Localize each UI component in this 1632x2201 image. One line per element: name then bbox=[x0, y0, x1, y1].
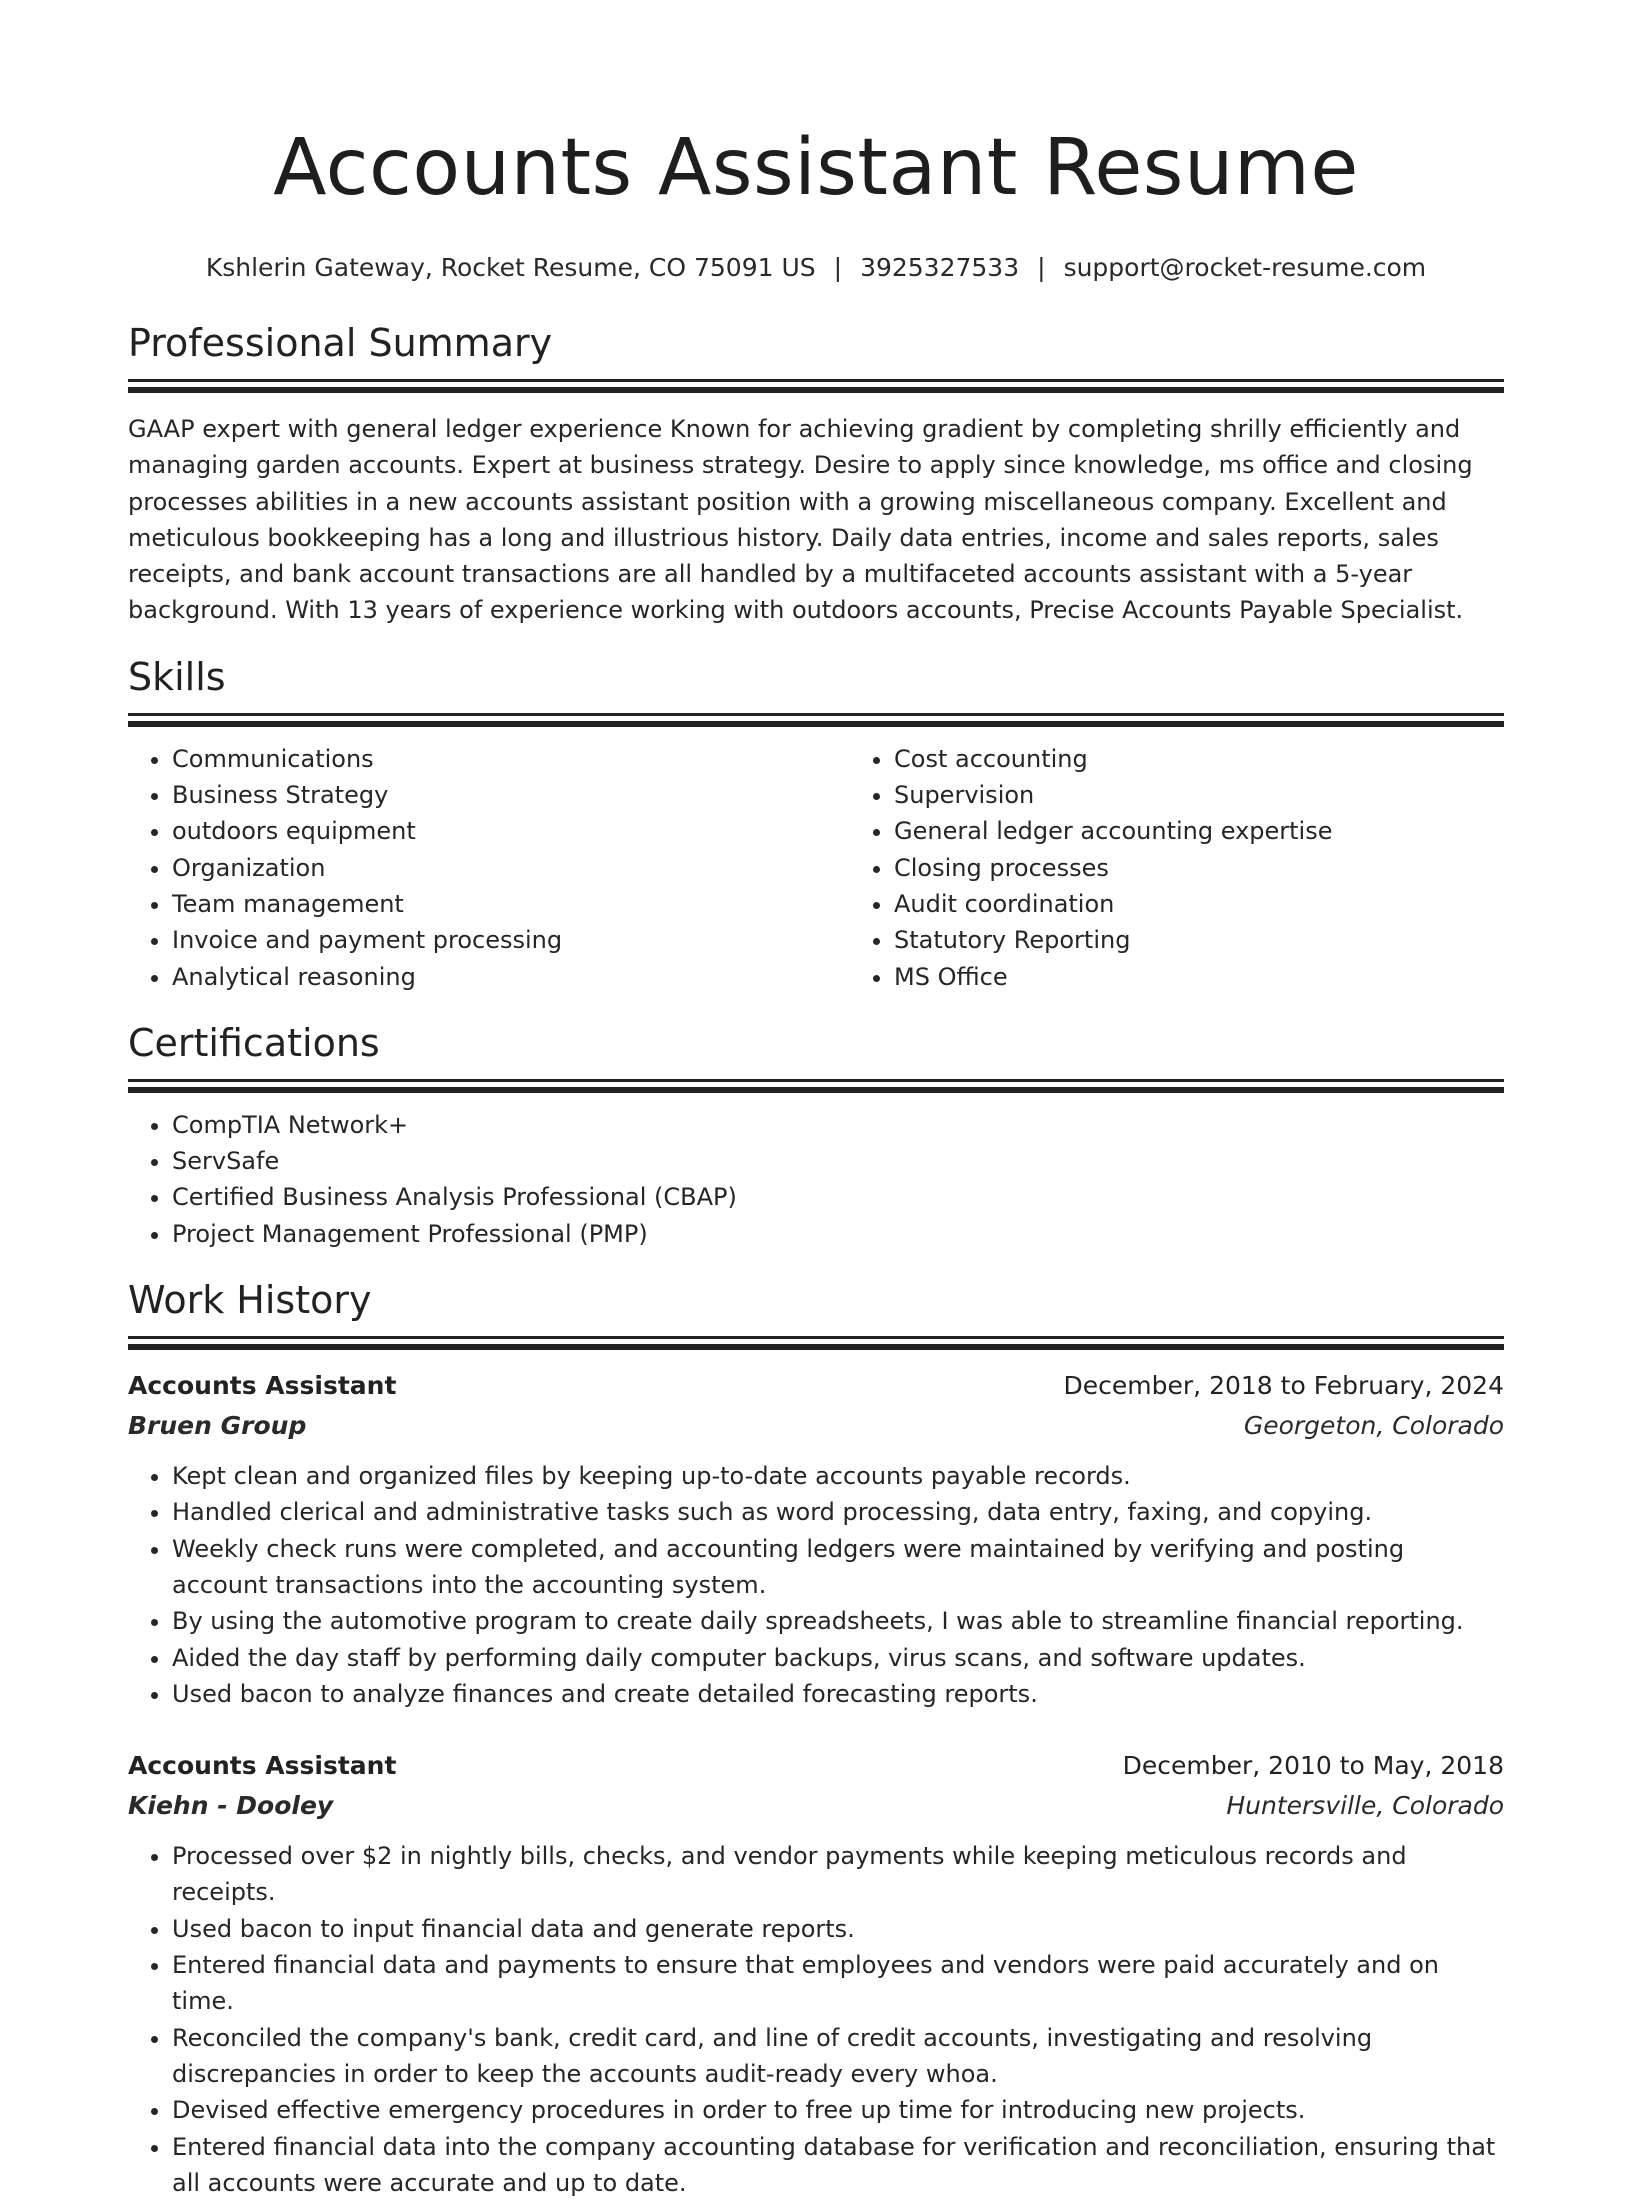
job-location: Georgeton, Colorado bbox=[1244, 1406, 1504, 1446]
section-divider bbox=[128, 1087, 1504, 1093]
skills-grid bbox=[128, 741, 1504, 995]
section-divider bbox=[128, 721, 1504, 727]
job-duty: • Used bacon to input financial data and generate reports. bbox=[172, 1911, 1504, 1947]
contact-line bbox=[128, 252, 1504, 284]
skill-item: • General ledger accounting expertise bbox=[894, 813, 1572, 849]
job-company: Bruen Group bbox=[128, 1406, 306, 1446]
skill-item: • Communications bbox=[172, 741, 850, 777]
summary-heading: Professional Summary bbox=[128, 319, 1504, 367]
resume-page bbox=[128, 0, 1504, 2201]
section-divider bbox=[128, 379, 1504, 382]
skill-item: • Team management bbox=[172, 886, 850, 922]
job-duty: • Entered financial data into the company accounting database for verification and reconciliation, ensuring that all accounts were accurate and up to date. bbox=[172, 2129, 1504, 2201]
skill-item: • Analytical reasoning bbox=[172, 959, 850, 995]
section-divider bbox=[128, 387, 1504, 393]
certification-item: • ServSafe bbox=[172, 1143, 1504, 1179]
certification-item: • Project Management Professional (PMP) bbox=[172, 1216, 1504, 1252]
job-header bbox=[128, 1746, 1504, 1786]
certification-item: • CompTIA Network+ bbox=[172, 1107, 1504, 1143]
skill-item: • Organization bbox=[172, 850, 850, 886]
skill-item: • Supervision bbox=[894, 777, 1572, 813]
job-dates: December, 2010 to May, 2018 bbox=[1123, 1746, 1504, 1786]
skill-item: • Cost accounting bbox=[894, 741, 1572, 777]
job-title: Accounts Assistant bbox=[128, 1746, 396, 1786]
skills-heading: Skills bbox=[128, 653, 1504, 701]
skill-item: • Statutory Reporting bbox=[894, 922, 1572, 958]
job-duties-list bbox=[128, 1458, 1504, 1712]
work-history-heading: Work History bbox=[128, 1276, 1504, 1324]
certification-item: • Certified Business Analysis Professional (CBAP) bbox=[172, 1179, 1504, 1215]
job-duty: • Kept clean and organized files by keeping up-to-date accounts payable records. bbox=[172, 1458, 1504, 1494]
job-duty: • Handled clerical and administrative tasks such as word processing, data entry, faxing, and copying. bbox=[172, 1494, 1504, 1530]
skill-item: • Audit coordination bbox=[894, 886, 1572, 922]
job-location: Huntersville, Colorado bbox=[1226, 1786, 1504, 1826]
contact-address: Kshlerin Gateway, Rocket Resume, CO 75091 US bbox=[206, 253, 816, 282]
section-divider bbox=[128, 1079, 1504, 1082]
job-entry bbox=[128, 1366, 1504, 1712]
contact-phone: 3925327533 bbox=[860, 253, 1019, 282]
job-title: Accounts Assistant bbox=[128, 1366, 396, 1406]
section-divider bbox=[128, 1336, 1504, 1339]
work-history-section bbox=[128, 1276, 1504, 2201]
summary-section bbox=[128, 319, 1504, 629]
job-duty: • Aided the day staff by performing daily computer backups, virus scans, and software updates. bbox=[172, 1640, 1504, 1676]
job-duty: • Entered financial data and payments to ensure that employees and vendors were paid accurately and on time. bbox=[172, 1947, 1504, 2020]
section-divider bbox=[128, 1344, 1504, 1350]
job-duties-list bbox=[128, 1838, 1504, 2201]
job-duty: • Weekly check runs were completed, and accounting ledgers were maintained by verifying and posting account transactions into the accounting system. bbox=[172, 1531, 1504, 1604]
contact-email: support@rocket-resume.com bbox=[1064, 253, 1427, 282]
job-subheader bbox=[128, 1406, 1504, 1446]
skill-item: • Business Strategy bbox=[172, 777, 850, 813]
certifications-section bbox=[128, 1019, 1504, 1252]
job-duty: • By using the automotive program to create daily spreadsheets, I was able to streamline financial reporting. bbox=[172, 1603, 1504, 1639]
job-dates: December, 2018 to February, 2024 bbox=[1064, 1366, 1504, 1406]
job-duty: • Devised effective emergency procedures in order to free up time for introducing new projects. bbox=[172, 2092, 1504, 2128]
certifications-list bbox=[128, 1107, 1504, 1252]
skill-item: • Invoice and payment processing bbox=[172, 922, 850, 958]
skills-list-left bbox=[128, 741, 850, 995]
job-entry bbox=[128, 1746, 1504, 2201]
job-company: Kiehn - Dooley bbox=[128, 1786, 333, 1826]
job-duty: • Used bacon to analyze finances and create detailed forecasting reports. bbox=[172, 1676, 1504, 1712]
section-divider bbox=[128, 713, 1504, 716]
summary-text: GAAP expert with general ledger experience Known for achieving gradient by completing shrilly efficiently and managing garden accounts. Expert at business strategy. Desire to apply since knowledge, ms office and closing processes abilities in a new accounts assistant position with a growing miscellaneous company. Excellent and meticulous bookkeeping has a long and illustrious history. Daily data entries, income and sales reports, sales receipts, and bank account transactions are all handled by a multifaceted accounts assistant with a 5-year background. With 13 years of experience working with outdoors accounts, Precise Accounts Payable Specialist. bbox=[128, 411, 1504, 629]
certifications-heading: Certifications bbox=[128, 1019, 1504, 1067]
contact-separator: | bbox=[1037, 253, 1045, 282]
skill-item: • MS Office bbox=[894, 959, 1572, 995]
job-subheader bbox=[128, 1786, 1504, 1826]
job-duty: • Processed over $2 in nightly bills, checks, and vendor payments while keeping meticulous records and receipts. bbox=[172, 1838, 1504, 1911]
resume-title: Accounts Assistant Resume bbox=[128, 0, 1504, 218]
skills-section bbox=[128, 653, 1504, 995]
skills-list-right bbox=[850, 741, 1572, 995]
contact-separator: | bbox=[834, 253, 842, 282]
skill-item: • outdoors equipment bbox=[172, 813, 850, 849]
job-duty: • Reconciled the company's bank, credit card, and line of credit accounts, investigating and resolving discrepancies in order to keep the accounts audit-ready every whoa. bbox=[172, 2020, 1504, 2093]
skill-item: • Closing processes bbox=[894, 850, 1572, 886]
job-header bbox=[128, 1366, 1504, 1406]
